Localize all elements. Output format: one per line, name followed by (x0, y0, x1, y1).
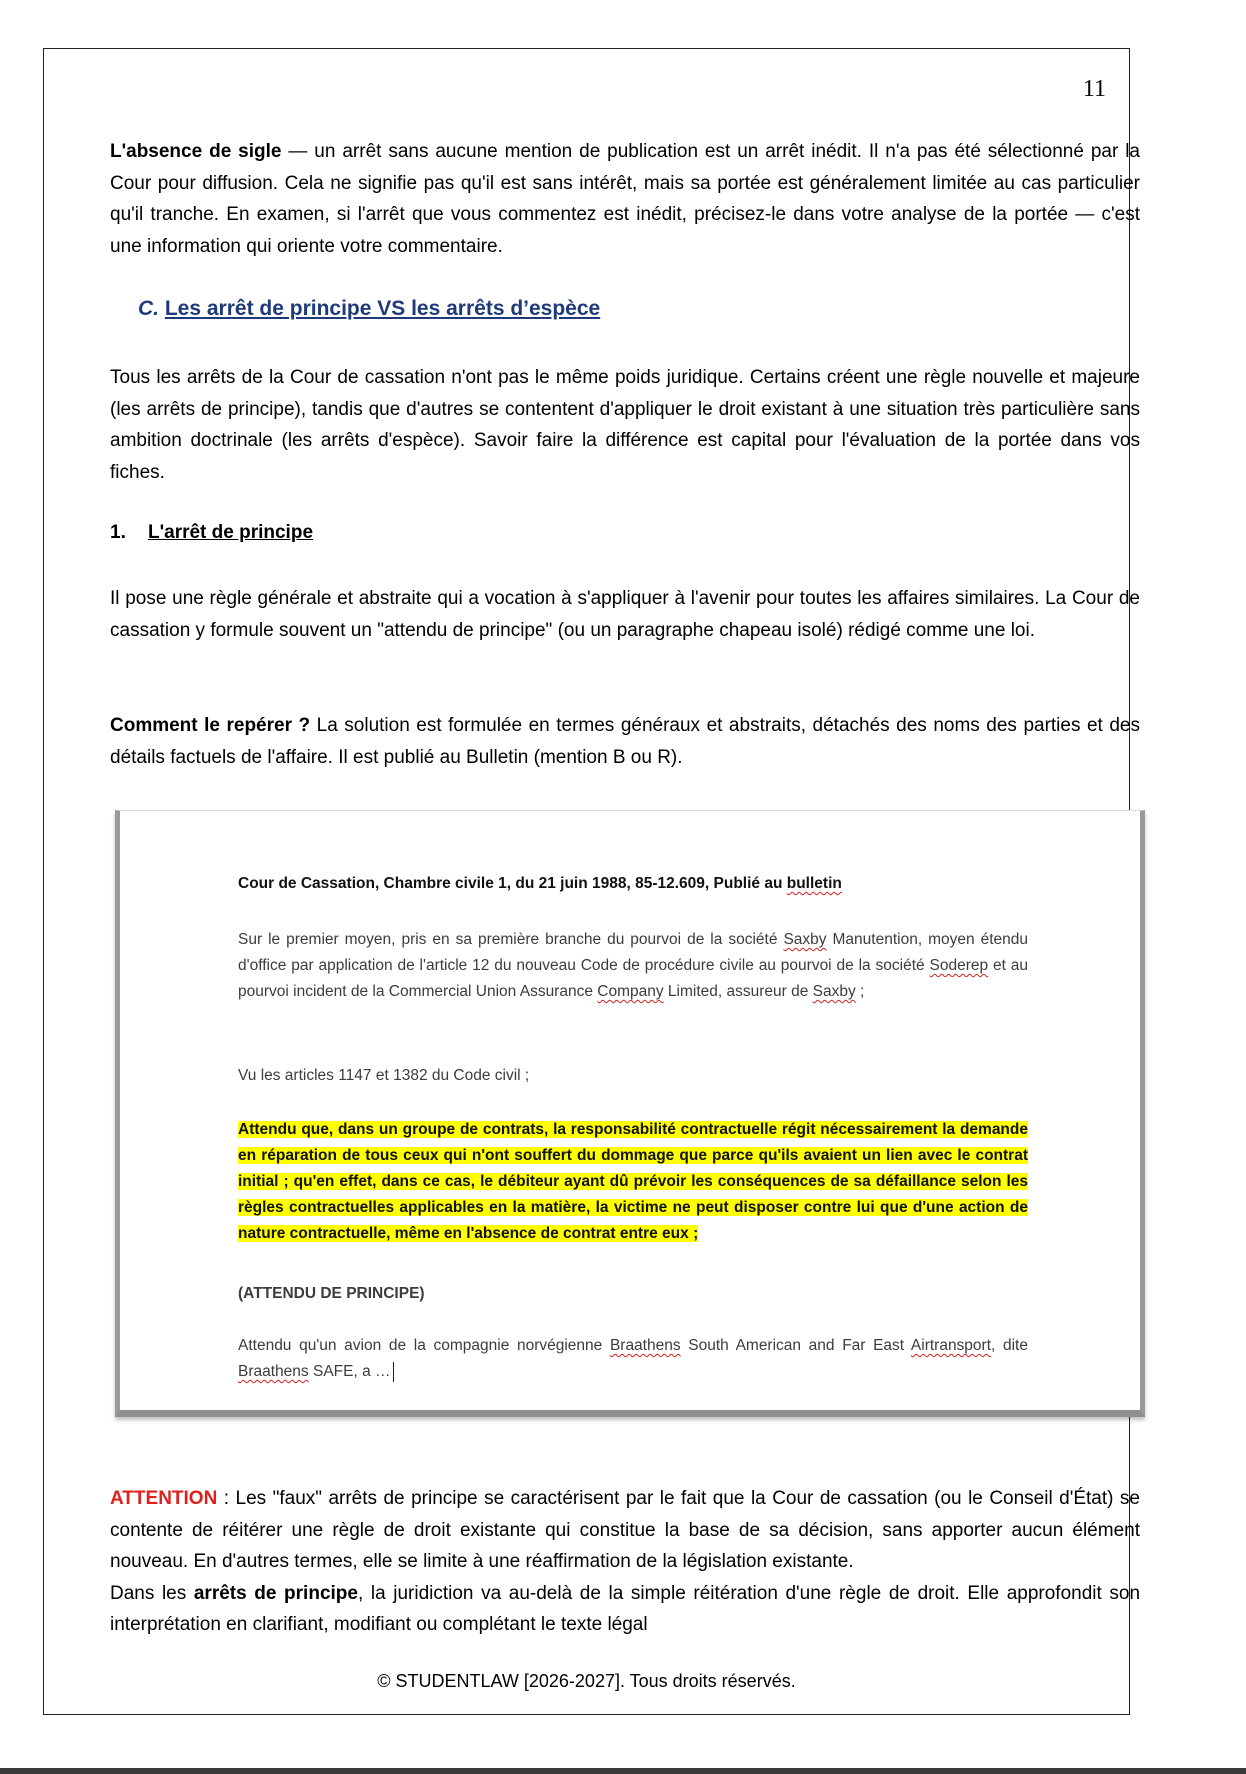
paragraph-absence-de-sigle (110, 136, 1140, 262)
paragraph-reperer (110, 710, 1140, 773)
subheading-number: 1. (110, 522, 126, 543)
subheading-arret-de-principe (110, 522, 313, 544)
judgment-title (238, 871, 1028, 897)
principe-text: Il pose une règle générale et abstraite qui a vocation à s'appliquer à l'avenir pour toutes les affaires similaires. La Cour de cassation y formule souvent un "attendu de principe" (ou un paragraphe chapeau isolé) rédigé comme une loi. (110, 588, 1140, 641)
copyright-footer: © STUDENTLAW [2026-2027]. Tous droits réservés. (377, 1671, 796, 1691)
lead-absence-de-sigle: L'absence de sigle (110, 141, 282, 162)
text-cursor (393, 1362, 395, 1382)
paragraph-principe (110, 583, 1140, 646)
embedded-judgment-excerpt (115, 810, 1145, 1417)
bold-arrets-de-principe: arrêts de principe (193, 1582, 358, 1604)
attendu-de-principe-label: (ATTENDU DE PRINCIPE) (238, 1285, 425, 1302)
judgment-title-text: Cour de Cassation, Chambre civile 1, du 21 juin 1988, 85-12.609, Publié au (238, 875, 787, 892)
text-absence-de-sigle: — un arrêt sans aucune mention de publication est un arrêt inédit. Il n'a pas été sélectionné par la Cour pour diffusion. Cela ne signifie pas qu'il est sans intérêt, mais sa portée est généralement limitée au cas particulier qu'il tranche. En examen, si l'arrêt que vous commentez est inédit, précisez-le dans votre analyse de la portée — c'est une information qui oriente votre commentaire. (110, 141, 1140, 257)
subheading-title: L'arrêt de principe (148, 522, 314, 543)
judgment-paragraph-avion: Attendu qu'un avion de la compagnie norvégienne Braathens South American and Far East Airtransport, dite Braathens SAFE, a … (238, 1337, 1028, 1380)
judgment-title-bulletin: bulletin (786, 875, 842, 892)
section-c-heading (138, 297, 600, 321)
lead-reperer: Comment le repérer ? (110, 715, 311, 736)
intro-text: Tous les arrêts de la Cour de cassation n'ont pas le même poids juridique. Certains créent une règle nouvelle et majeure (les arrêts de principe), tandis que d'autres se contentent d'appliquer le droit existant à une situation très particulière sans ambition doctrinale (les arrêts d'espèce). Savoir faire la différence est capital pour l'évaluation de la portée dans vos fiches. (110, 367, 1140, 483)
judgment-paragraph-moyen: Sur le premier moyen, pris en sa première branche du pourvoi de la société Saxby Manutention, moyen étendu d'office par application de l'article 12 du nouveau Code de procédure civile au pourvoi de la société Soderep et au pourvoi incident de la Commercial Union Assurance Company Limited, assureur de Saxby ; (238, 931, 1029, 1000)
paragraph-intro (110, 362, 1140, 488)
attention-label: ATTENTION (110, 1488, 218, 1509)
section-title: Les arrêt de principe VS les arrêts d’espèce (164, 297, 601, 320)
page-number: 11 (1082, 76, 1106, 102)
attention-text: : Les "faux" arrêts de principe se caractérisent par le fait que la Cour de cassation (ou le Conseil d'État) se contente de réitérer une règle de droit existante qui constitue la base de sa décision, sans apporter aucun élément nouveau. En d'autres termes, elle se limite à une réaffirmation de la législation existante. (110, 1488, 1140, 1573)
section-letter: C. (138, 297, 159, 320)
judgment-attendu-highlighted (238, 1117, 1028, 1247)
bottom-divider (0, 1768, 1246, 1774)
paragraph-attention: ATTENTION : Les "faux" arrêts de principe se caractérisent par le fait que la Cour de cassation (ou le Conseil d'État) se contente de réitérer une règle de droit existante qui constitue la base de sa décision, sans apporter aucun élément nouveau. En d'autres termes, elle se limite à une réaffirmation de la législation existante. Dans les arrêts de principe, la juridiction va au-delà de la simple réitération d'une règle de droit. Elle approfondit son interprétation en clarifiant, modifiant ou complétant le texte légal (110, 1488, 1141, 1636)
highlighted-text: Attendu que, dans un groupe de contrats, la responsabilité contractuelle régit nécessairement la demande en réparation de tous ceux qui n'ont souffert du dommage que parce qu'ils avaient un lien avec le contrat initial ; qu'en effet, dans ce cas, le débiteur ayant dû prévoir les conséquences de sa défaillance selon les règles contractuelles applicables en la matière, la victime ne peut disposer contre lui que d'une action de nature contractuelle, même en l'absence de contrat entre eux ; (238, 1121, 1028, 1242)
judgment-paragraph-vu: Vu les articles 1147 et 1382 du Code civil ; (238, 1067, 530, 1084)
text-reperer: La solution est formulée en termes généraux et abstraits, détachés des noms des parties et des détails factuels de l'affaire. Il est publié au Bulletin (mention B ou R). (110, 715, 1140, 768)
